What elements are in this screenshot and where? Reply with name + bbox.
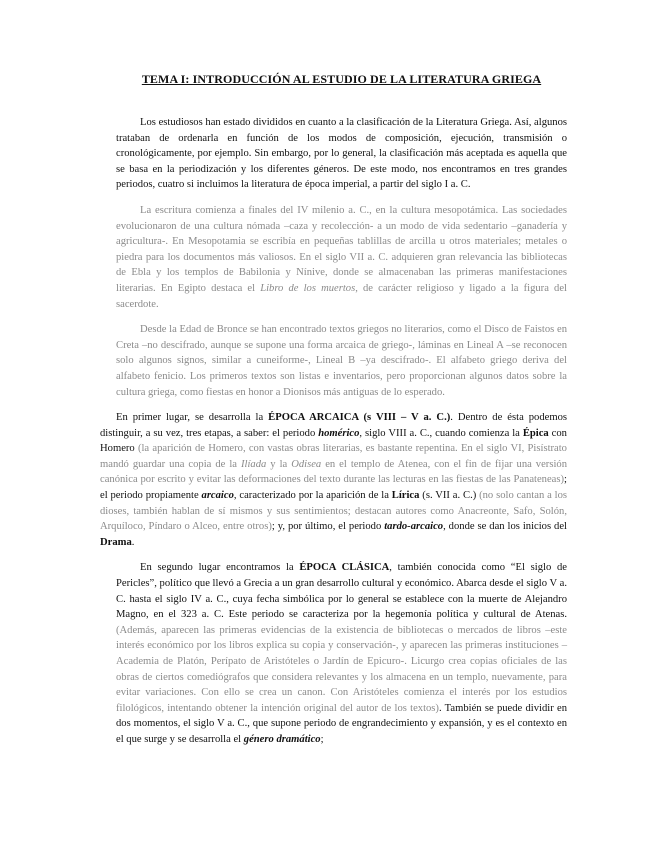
text-span: (la aparición de Homero, con vastas obras literarias, es bastante repentina. En el siglo VI, Pisístrato mandó guardar una copia de la [100,443,567,470]
work-iliad: Ilíada [240,458,267,470]
paragraph-writing-origins [116,203,567,312]
text-span: , donde se dan los inicios del [443,521,568,533]
text-span: En segundo lugar encontramos la [140,562,300,574]
term-dramatic-genre: género dramático [243,733,321,745]
text-span: ; el periodo propiamente [100,474,567,502]
text-span: (s. VII a. C.) [419,490,480,502]
term-homeric: homérico [318,427,360,439]
paragraph-intro: Los estudiosos han estado divididos en cuanto a la clasificación de la Literatura Griega. Así, algunos trataban de ordenarla en función de los modos de composición, ejecución, transmisión o cronológicamente, por ejemplo. Sin embargo, por lo general, la clasificación más aceptada es aquella que se basa en la periodización y los diferentes géneros. De este modo, nos encontramos en tres grandes periodos, cuatro si incluimos la literatura de época imperial, a partir del siglo I a. C. [116,117,567,191]
book-title: Libro de los muertos [260,282,356,294]
term-drama: Drama [100,536,132,548]
text-span: y la [266,458,292,470]
text-span: , también conocida como “El siglo de Pericles”, político que llevó a Grecia a un gran desarrollo cultural y económico. Abarca desde el siglo V a. C. hasta el siglo IV a. C., cuya fecha simbólica por lo general se establece con la muerte de Alejandro Magno, en el 323 a. C. Este periodo se caracteriza por la hegemonía política y cultural de Atenas. [116,562,567,621]
term-archaic: arcaico [201,490,234,502]
aside-homer [100,443,567,485]
archaic-heading: ÉPOCA ARCAICA (s VIII – V a. C.) [268,412,451,424]
text-span: ; [320,733,324,745]
text-span: , caracterizado por la aparición de la [233,490,392,502]
text-span: La escritura comienza a finales del IV milenio a. C., en la cultura mesopotámica. Las sociedades evolucionaron de una cultura nómada –caza y recolección- a un modo de vida sedentario –ganadería y agricultura-. En Mesopotamia se escribía en pequeñas tablillas de arcilla u otros materiales; metales o piedra para los documentos más valiosos. En el siglo VII a. C. adquieren gran relevancia las bibliotecas de Ebla y los templos de Babilonia y Nínive, donde se almacenaban las primeras manifestaciones literarias. En Egipto destaca el [116,204,567,294]
paragraph-archaic-period [100,410,567,550]
text-span: . Dentro de ésta podemos distinguir, a su vez, tres etapas, a saber: el periodo [100,412,568,439]
text-span: En primer lugar, se desarrolla la [116,412,269,424]
text-span: , siglo VIII a. C., cuando comienza la [359,427,523,439]
aside-lyric: (no solo cantan a los dioses, también hablan de sí mismos y sus sentimientos; destacan autores como Anacreonte, Safo, Solón, Arquíloco, Píndaro o Alceo, entre otros) [100,490,568,533]
term-epic: Épica [522,427,549,439]
page-title: TEMA I: INTRODUCCIÓN AL ESTUDIO DE LA LITERATURA GRIEGA [141,72,542,86]
text-span: . [131,536,135,548]
text-span: . También se puede dividir en dos momentos, el siglo V a. C., que supone periodo de engrandecimiento y expansión, y es el contexto en el que surge y se desarrolla el [116,702,567,745]
text-span: en el templo de Atenea, con el fin de fijar una versión canónica por escrito y evitar las deformaciones del texto durante las lecturas en las fiestas de las Panateneas) [100,458,567,486]
work-odyssey: Odisea [291,458,322,470]
aside-libraries: (Además, aparecen las primeras evidencias de la existencia de bibliotecas o mercados de libros –este interés económico por los libros explica su copia y conservación-, y aparecen las primeras instituciones –Academia de Platón, Perípato de Aristóteles o Jardín de Epicuro-. Licurgo crea copias oficiales de las obras de ciertos comediógrafos que considera relevantes y los almacena en un templo, nuevamente, para evitar variaciones. Con ello se crea un canon. Con Aristóteles comienza el interés por los estudios filológicos, intentando obtener la intención original del autor de los textos) [116,624,567,714]
paragraph-classical-period [116,560,567,747]
text-span: ; y, por último, el periodo [271,521,385,533]
text-span: con Homero [100,427,567,455]
term-lyric: Lírica [391,490,420,502]
text-span: , de carácter religioso y ligado a la figura del sacerdote. [116,282,567,310]
term-late-archaic: tardo-arcaico [384,521,444,533]
classical-heading: ÉPOCA CLÁSICA [299,562,390,574]
paragraph-bronze-age: Desde la Edad de Bronce se han encontrado textos griegos no literarios, como el Disco de Faistos en Creta –no descifrado, aunque se supone una forma arcaica de griego-, láminas en Lineal A –se reconocen solo algunos signos, similar a cuneiforme-, Lineal B –ya descifrado-. El alfabeto griego deriva del alfabeto fenicio. Los primeros textos son listas e inventarios, pero proporcionan algunos datos sobre la cultura griega, como fiestas en honor a Dionisos más antiguas de lo esperado. [116,324,567,398]
